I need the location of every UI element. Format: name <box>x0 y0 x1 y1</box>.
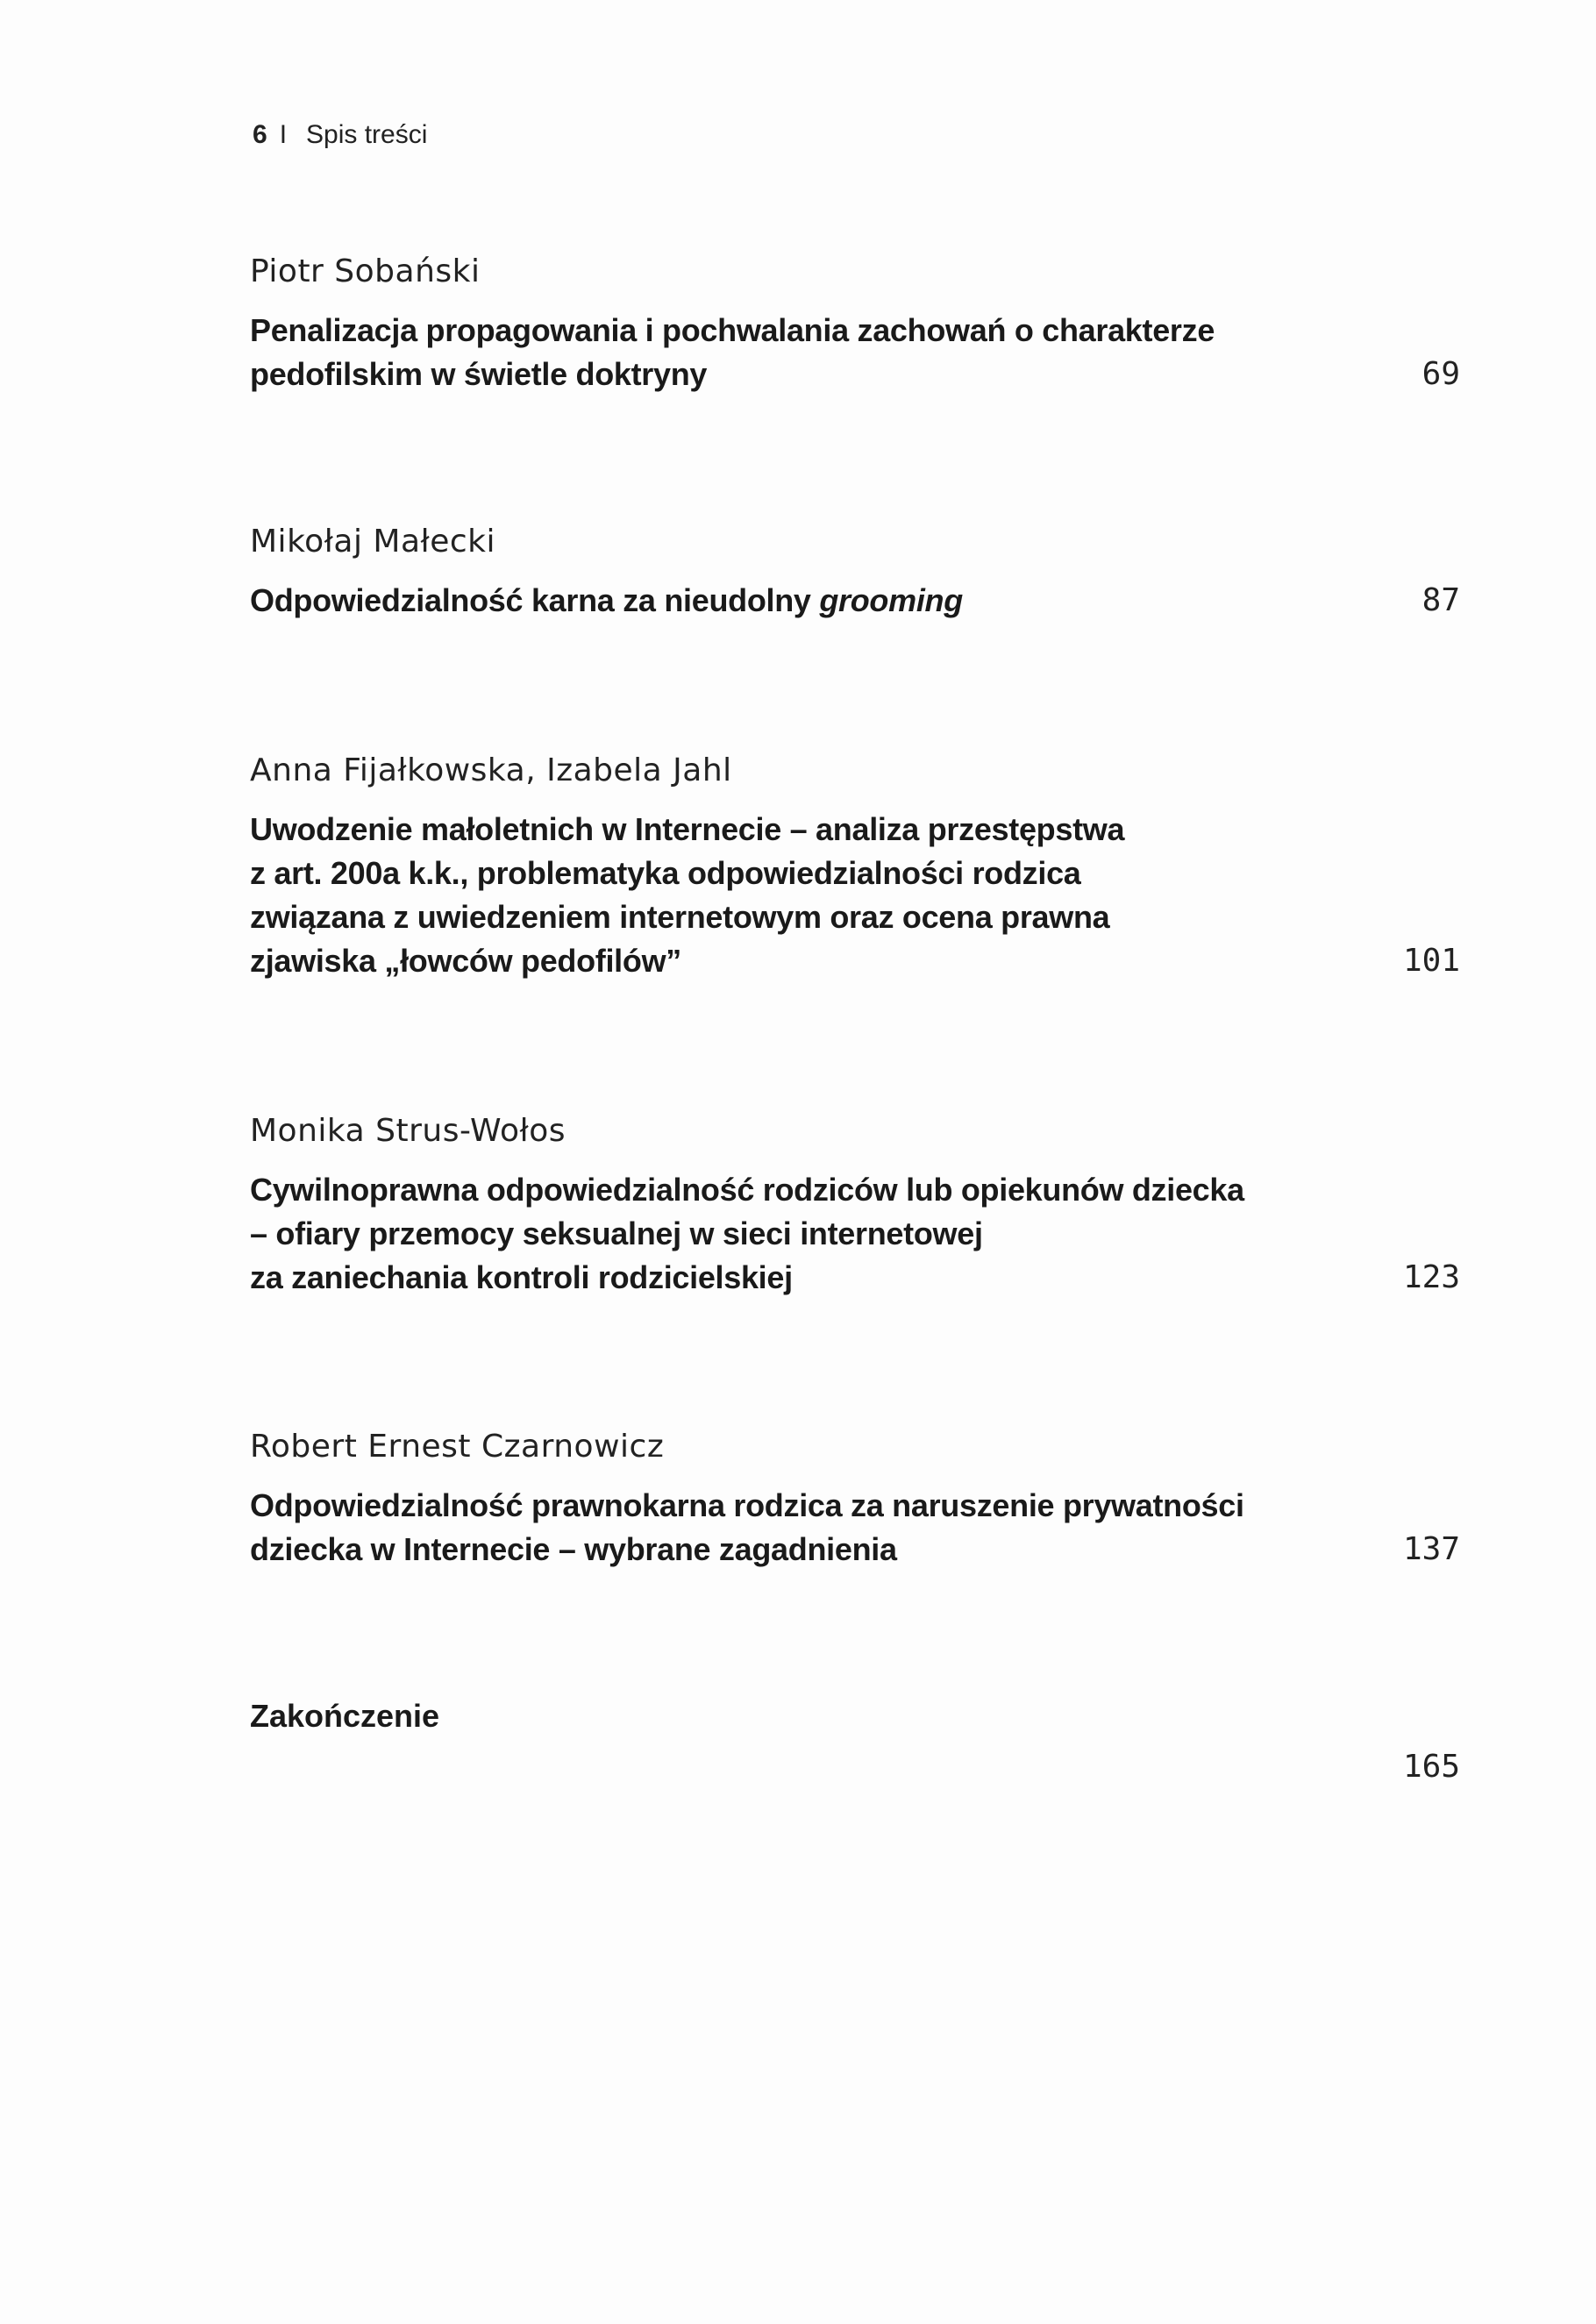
entry-title-line: związana z uwiedzeniem internetowym oraz ocena prawna <box>250 899 1110 935</box>
entry-page-number: 123 <box>1402 1259 1460 1295</box>
entry-author: Monika Strus-Wołos <box>250 1113 566 1149</box>
entry-title-line: dziecka w Internecie – wybrane zagadnienia <box>250 1531 897 1567</box>
entry-author: Robert Ernest Czarnowicz <box>250 1429 665 1465</box>
entry-title-line: – ofiary przemocy seksualnej w sieci internetowej <box>250 1215 983 1251</box>
entry-author: Anna Fijałkowska, Izabela Jahl <box>250 752 732 788</box>
entry-title <box>250 309 1302 396</box>
toc-closing-page-number: 165 <box>1402 1749 1460 1785</box>
entry-title-row <box>250 808 1460 983</box>
entry-title <box>250 1168 1302 1300</box>
entry-title-row <box>250 1168 1460 1300</box>
entry-title <box>250 579 1302 623</box>
entry-title-row <box>250 579 1460 623</box>
toc-entry[interactable] <box>250 1112 1460 1300</box>
toc-entry[interactable] <box>250 752 1460 983</box>
entry-title-line: Penalizacja propagowania i pochwalania zachowań o charakterze <box>250 312 1215 348</box>
entry-title-line: Cywilnoprawna odpowiedzialność rodziców lub opiekunów dziecka <box>250 1172 1244 1208</box>
entry-title-row <box>250 1484 1460 1572</box>
entry-title-line: z art. 200a k.k., problematyka odpowiedzialności rodzica <box>250 855 1081 891</box>
entry-title-row <box>250 309 1460 396</box>
entry-title-line: za zaniechania kontroli rodzicielskiej <box>250 1259 793 1295</box>
running-head <box>253 119 427 151</box>
entry-page-number: 87 <box>1421 582 1460 618</box>
entry-author: Mikołaj Małecki <box>250 524 496 560</box>
section-title: Spis treści <box>306 120 428 149</box>
entry-title-text: Odpowiedzialność karna za nieudolny <box>250 582 820 618</box>
entry-page-number: 69 <box>1421 356 1460 392</box>
entry-author: Piotr Sobański <box>250 253 481 289</box>
entry-title-line: Odpowiedzialność prawnokarna rodzica za naruszenie prywatności <box>250 1487 1244 1523</box>
entry-title-italic: grooming <box>819 582 963 618</box>
entry-title <box>250 808 1302 983</box>
toc-closing-title[interactable]: Zakończenie <box>250 1698 440 1734</box>
entry-title-line: Uwodzenie małoletnich w Internecie – analiza przestępstwa <box>250 811 1125 847</box>
entry-title-line: pedofilskim w świetle doktryny <box>250 356 708 392</box>
toc-entry[interactable] <box>250 523 1460 623</box>
entry-page-number: 137 <box>1402 1531 1460 1567</box>
header-separator: I <box>279 120 288 149</box>
toc-entry[interactable] <box>250 253 1460 396</box>
entry-title-line: zjawiska „łowców pedofilów” <box>250 943 681 979</box>
toc-entry[interactable] <box>250 1428 1460 1572</box>
entry-title <box>250 1484 1302 1572</box>
page-number: 6 <box>253 120 267 149</box>
entry-page-number: 101 <box>1402 943 1460 979</box>
